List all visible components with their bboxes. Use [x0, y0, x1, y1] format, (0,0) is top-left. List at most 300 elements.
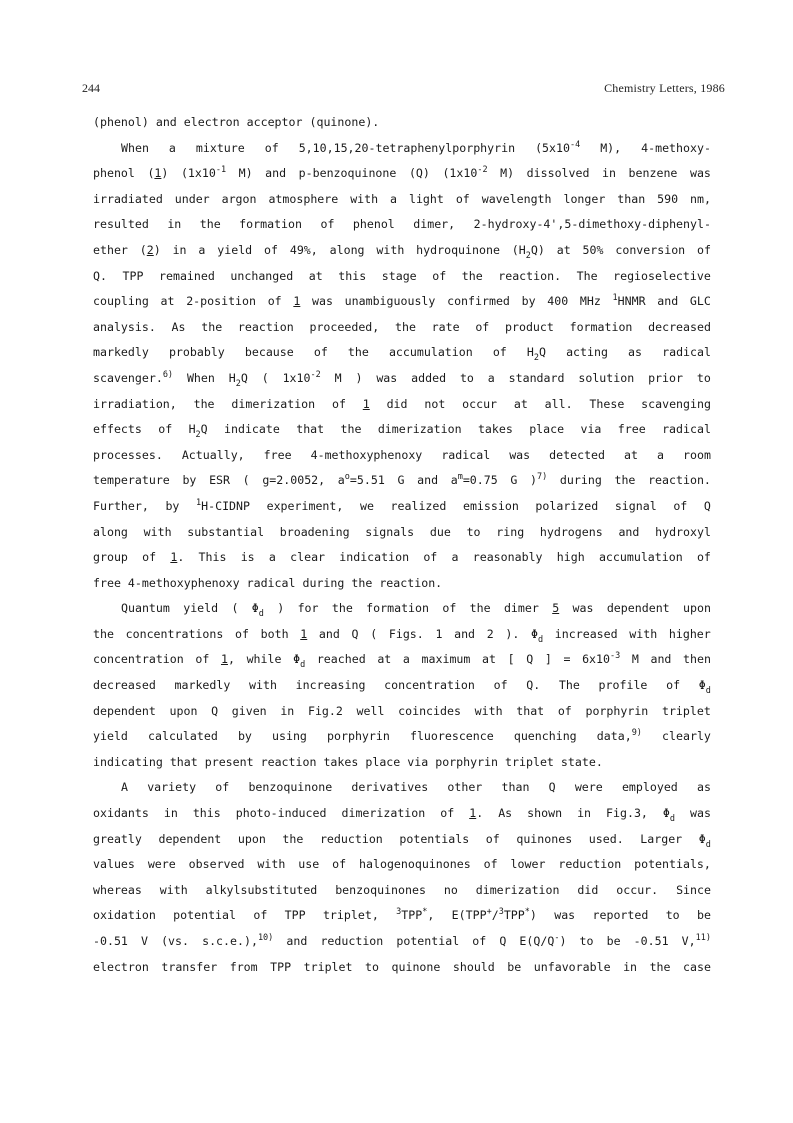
word: electron — [183, 115, 240, 129]
word: dimer — [503, 601, 539, 616]
word: reasonably — [472, 550, 543, 565]
word: light — [408, 191, 444, 206]
word: potential — [396, 934, 460, 948]
word: substantial — [187, 524, 265, 539]
word: did — [577, 882, 599, 897]
word: used. — [588, 831, 624, 846]
word: the — [469, 601, 491, 616]
word: and — [318, 626, 340, 641]
journal-running-title: Chemistry Letters, 1986 — [604, 81, 725, 95]
word: G — [510, 473, 518, 488]
word: by — [182, 473, 197, 488]
word: at — [513, 396, 528, 411]
word: V — [141, 934, 148, 948]
word: of — [673, 498, 688, 513]
word: Q — [703, 498, 711, 513]
word: Actually, — [181, 447, 245, 462]
word: for — [297, 601, 319, 616]
word: (Q) — [408, 166, 430, 181]
word: and — [454, 626, 476, 641]
word: ). — [505, 626, 520, 641]
word: via — [407, 754, 429, 769]
text-line — [93, 520, 711, 546]
word: of — [557, 703, 572, 718]
word: (2) — [139, 242, 161, 257]
word: A — [121, 780, 128, 795]
word: at — [308, 268, 323, 283]
word: formation — [239, 217, 302, 232]
word: probably — [168, 345, 225, 360]
word: the — [93, 626, 114, 641]
word: than — [501, 780, 530, 795]
word: a — [268, 550, 276, 565]
word: ) — [355, 370, 363, 385]
word: prior — [648, 370, 683, 385]
word: of — [483, 857, 498, 872]
word: formation — [366, 601, 429, 616]
word: of — [493, 678, 508, 693]
word: hydrogens — [539, 524, 603, 539]
word: E(Q/Q-) — [519, 933, 567, 948]
word: in — [172, 242, 187, 257]
text-line — [93, 136, 711, 162]
word: than — [617, 191, 646, 206]
word: confirmed — [447, 294, 510, 309]
text-line — [93, 878, 711, 904]
word: be — [507, 959, 522, 974]
word: When — [121, 140, 149, 155]
word: 49%, — [289, 242, 318, 257]
word: fluorescence — [409, 729, 494, 744]
word: yield — [183, 601, 219, 616]
word: of — [485, 831, 500, 846]
word: in — [280, 703, 295, 718]
word: in — [602, 166, 616, 181]
word: reaction. — [379, 575, 443, 590]
word: oxidants — [93, 806, 149, 821]
word: the — [351, 575, 373, 590]
word: MHz — [579, 294, 601, 309]
word: free — [93, 575, 121, 590]
word: 590 — [657, 191, 679, 206]
word: electron — [93, 959, 149, 974]
word: the — [649, 959, 671, 974]
word: detected — [549, 447, 606, 462]
word: regioselective — [613, 268, 711, 283]
word: the — [331, 601, 353, 616]
word: free — [263, 447, 292, 462]
word: the — [201, 319, 223, 334]
word: a — [487, 370, 495, 385]
word: radical — [246, 575, 296, 590]
word: As — [498, 806, 513, 821]
word: polarized — [535, 498, 599, 513]
word: $a^o=5.51$ — [337, 472, 385, 488]
word: processes. — [93, 447, 163, 462]
word: with — [257, 857, 286, 872]
word: at — [482, 652, 496, 667]
word: radical — [662, 345, 711, 360]
word: $^1$H-CIDNP — [196, 497, 250, 513]
word: ( — [370, 626, 378, 641]
word: and — [155, 115, 177, 129]
word: to — [696, 370, 711, 385]
word: other — [447, 780, 483, 795]
word: $6x10^{-3}$ — [582, 651, 621, 667]
word: during — [302, 575, 345, 590]
word: 4-methoxy- — [641, 140, 711, 155]
word: M — [334, 370, 342, 385]
word: signal — [614, 498, 657, 513]
word: of — [264, 140, 279, 155]
word: by — [165, 498, 180, 513]
word: 2-hydroxy-4',5-dimethoxy-diphenyl- — [473, 217, 711, 232]
word: of — [313, 345, 328, 360]
word: markedly — [93, 345, 149, 360]
word: of — [475, 319, 490, 334]
word: Q — [351, 626, 359, 641]
word: dimerization — [377, 422, 462, 437]
word: dimerization — [341, 806, 426, 821]
word: is — [240, 550, 255, 565]
word: (vs. — [161, 934, 189, 948]
text-line — [93, 801, 711, 827]
word: analysis. — [93, 319, 156, 334]
word: concentration — [93, 652, 184, 667]
word: that — [296, 422, 325, 437]
word: oxidation — [93, 908, 156, 923]
word: 2-position — [186, 294, 256, 309]
word: increased — [554, 626, 618, 641]
word: ( — [231, 601, 239, 616]
word: coupling — [93, 294, 149, 309]
word: of — [432, 268, 447, 283]
word: 2 — [486, 626, 494, 641]
word: the — [340, 422, 362, 437]
word: p-benzoquinone — [298, 166, 397, 181]
word: be — [697, 908, 711, 923]
word: coincides — [398, 703, 461, 718]
body-text — [93, 110, 711, 980]
word: in — [167, 217, 182, 232]
word: photo-induced — [235, 806, 327, 821]
word: was — [689, 166, 711, 181]
word: triplet, — [322, 908, 379, 923]
word: added — [411, 370, 447, 385]
word: of — [267, 294, 282, 309]
text-line — [93, 392, 711, 418]
word: acting — [566, 345, 608, 360]
word: all. — [544, 396, 573, 411]
word: The — [576, 268, 598, 283]
word: of — [697, 242, 711, 257]
text-line — [93, 827, 711, 853]
word: quenching — [513, 729, 577, 744]
text-line — [93, 212, 711, 238]
word: of — [142, 550, 157, 565]
text-line — [93, 571, 711, 597]
word: concentration — [384, 678, 475, 693]
word: hydroxyl — [655, 524, 711, 539]
word: transfer — [161, 959, 218, 974]
word: from — [229, 959, 258, 974]
text-line — [93, 110, 711, 136]
word: product — [505, 319, 554, 334]
word: porphyrin — [585, 703, 649, 718]
word: of — [215, 780, 230, 795]
word: the — [282, 831, 304, 846]
word: $\Phi_d$ — [293, 652, 306, 671]
text-line — [93, 622, 711, 648]
word: with — [629, 626, 658, 641]
word: $\Phi_d$ — [662, 806, 676, 825]
word: potentials — [399, 831, 470, 846]
word: to — [459, 370, 474, 385]
word: 4-methoxyphenoxy — [127, 575, 240, 590]
word: did — [386, 396, 408, 411]
word: scavenging — [641, 396, 711, 411]
word: data,$^{9)}$ — [596, 728, 642, 744]
word: 5 — [552, 601, 560, 616]
word: dissolved — [526, 166, 590, 181]
word: reported — [592, 908, 649, 923]
page-number: 244 — [82, 81, 100, 95]
word: a — [168, 140, 176, 155]
word: to — [665, 908, 680, 923]
text-line — [93, 315, 711, 341]
word: takes — [323, 754, 359, 769]
word: at — [624, 447, 638, 462]
word: $^1$HNMR — [612, 293, 646, 309]
word: should — [452, 959, 495, 974]
word: $H_2Q$ — [526, 345, 546, 364]
word: with — [159, 882, 188, 897]
word: at — [556, 242, 571, 257]
word: of — [253, 908, 268, 923]
text-line — [93, 929, 711, 955]
word: higher — [668, 626, 711, 641]
word: then — [683, 652, 711, 667]
word: [ — [507, 652, 515, 667]
word: reduction — [319, 831, 383, 846]
word: variety — [147, 780, 197, 795]
word: decreased — [93, 678, 156, 693]
word: of — [332, 857, 347, 872]
word: was — [554, 908, 576, 923]
word: G — [397, 473, 405, 488]
word: quinones — [516, 831, 573, 846]
word: resulted — [93, 217, 149, 232]
word: because — [244, 345, 294, 360]
word: in — [577, 806, 592, 821]
word: reaction — [260, 754, 317, 769]
word: case — [683, 959, 711, 974]
word: $\Phi_d$ — [698, 831, 711, 850]
word: state. — [560, 754, 603, 769]
text-line — [93, 468, 711, 494]
word: TPP — [284, 908, 306, 923]
word: of — [472, 934, 487, 948]
word: longer — [563, 191, 606, 206]
word: reached — [316, 652, 366, 667]
word: -0.51 — [93, 934, 128, 948]
word: derivatives — [351, 780, 429, 795]
word: with — [350, 191, 379, 206]
word: be — [606, 934, 621, 948]
word: 1. — [170, 550, 185, 565]
word: proceeded, — [309, 319, 380, 334]
word: porphyrin — [327, 729, 390, 744]
word: in — [163, 806, 178, 821]
word: unfavorable — [533, 959, 611, 974]
text-line — [93, 187, 711, 213]
word: room — [683, 447, 711, 462]
word: occur. — [616, 882, 659, 897]
word: This — [198, 550, 227, 565]
word: Q — [548, 780, 556, 795]
word: argon — [221, 191, 257, 206]
word: that — [516, 703, 545, 718]
word: formation — [569, 319, 633, 334]
word: The — [558, 678, 580, 693]
word: Quantum — [121, 601, 170, 616]
word: increasing — [295, 678, 366, 693]
word: TPP — [122, 268, 144, 283]
word: standard — [508, 370, 565, 385]
word: radical — [662, 422, 711, 437]
word: dependent — [158, 831, 222, 846]
text-line — [93, 366, 711, 392]
text-line — [93, 903, 711, 929]
word: g=2.0052, — [262, 473, 326, 488]
word: halogenoquinones — [359, 857, 471, 872]
word: triplet — [661, 703, 711, 718]
word: of — [195, 652, 210, 667]
word: radical — [441, 447, 491, 462]
word: was — [572, 601, 594, 616]
word: the — [347, 345, 369, 360]
word: Fig.2 — [307, 703, 343, 718]
word: benzene — [628, 166, 678, 181]
word: When — [186, 370, 215, 385]
word: acceptor — [246, 115, 303, 129]
word: a — [451, 550, 459, 565]
word: present — [204, 754, 254, 769]
word: as — [696, 780, 711, 795]
word: potential — [173, 908, 236, 923]
word: profile — [598, 678, 648, 693]
word: indicate — [224, 422, 280, 437]
word: concentrations — [125, 626, 224, 641]
word: dimerization — [231, 396, 316, 411]
word: Fig.3, — [606, 806, 648, 821]
word: Larger — [640, 831, 683, 846]
word: by — [521, 294, 536, 309]
word: ring — [496, 524, 525, 539]
word: $a^m=0.75$ — [450, 472, 498, 488]
word: Further, — [93, 498, 149, 513]
word: well — [356, 703, 385, 718]
word: of — [331, 396, 346, 411]
word: phenol — [352, 217, 395, 232]
page-header — [82, 81, 725, 97]
word: we — [359, 498, 374, 513]
word: accumulation — [598, 550, 683, 565]
word: Q. — [93, 268, 107, 283]
text-line — [93, 443, 711, 469]
word: M) — [500, 166, 515, 181]
word: of — [666, 678, 681, 693]
word: and — [265, 166, 287, 181]
word: due — [429, 524, 451, 539]
word: irradiation, — [93, 396, 177, 411]
text-line — [93, 699, 711, 725]
word: ) — [277, 601, 285, 616]
word: reaction — [237, 319, 294, 334]
word: indication — [339, 550, 410, 565]
word: yield — [217, 242, 253, 257]
word: unambiguously — [344, 294, 436, 309]
word: a — [657, 447, 664, 462]
word: and — [286, 934, 308, 948]
word: of — [442, 601, 457, 616]
text-line — [93, 596, 711, 622]
text-line — [93, 852, 711, 878]
word: a — [402, 652, 410, 667]
word: during — [559, 473, 602, 488]
word: place — [529, 422, 565, 437]
word: a — [198, 242, 206, 257]
text-line — [93, 724, 711, 750]
word: both — [260, 626, 289, 641]
word: porphyrin — [435, 754, 499, 769]
word: ( — [261, 370, 269, 385]
word: effects — [93, 422, 142, 437]
word: ( — [242, 473, 250, 488]
text-line — [93, 289, 711, 315]
word: were — [574, 780, 603, 795]
word: 1 — [435, 626, 443, 641]
word: shown — [527, 806, 563, 821]
word: 1, — [220, 652, 235, 667]
word: remained — [159, 268, 215, 283]
word: place — [365, 754, 401, 769]
word: signals — [365, 524, 415, 539]
word: values — [93, 857, 135, 872]
word: As — [171, 319, 186, 334]
word: nm, — [690, 191, 711, 206]
word: = — [563, 652, 571, 667]
word: at — [377, 652, 392, 667]
word: the — [193, 396, 215, 411]
word: accumulation — [388, 345, 473, 360]
word: of — [440, 806, 455, 821]
word: V,$^{11)}$ — [681, 933, 711, 948]
word: to — [579, 934, 594, 948]
word: to — [466, 524, 481, 539]
word: occur — [462, 396, 498, 411]
word: using — [272, 729, 307, 744]
word: this — [192, 806, 221, 821]
word: at — [160, 294, 175, 309]
word: greatly — [93, 831, 142, 846]
word: -0.51 — [633, 934, 669, 948]
word: phenol — [93, 166, 135, 181]
word: unchanged — [230, 268, 294, 283]
word: of — [158, 422, 173, 437]
word: benzoquinone — [248, 780, 333, 795]
word: s.c.e.),$^{10)}$ — [202, 933, 274, 948]
